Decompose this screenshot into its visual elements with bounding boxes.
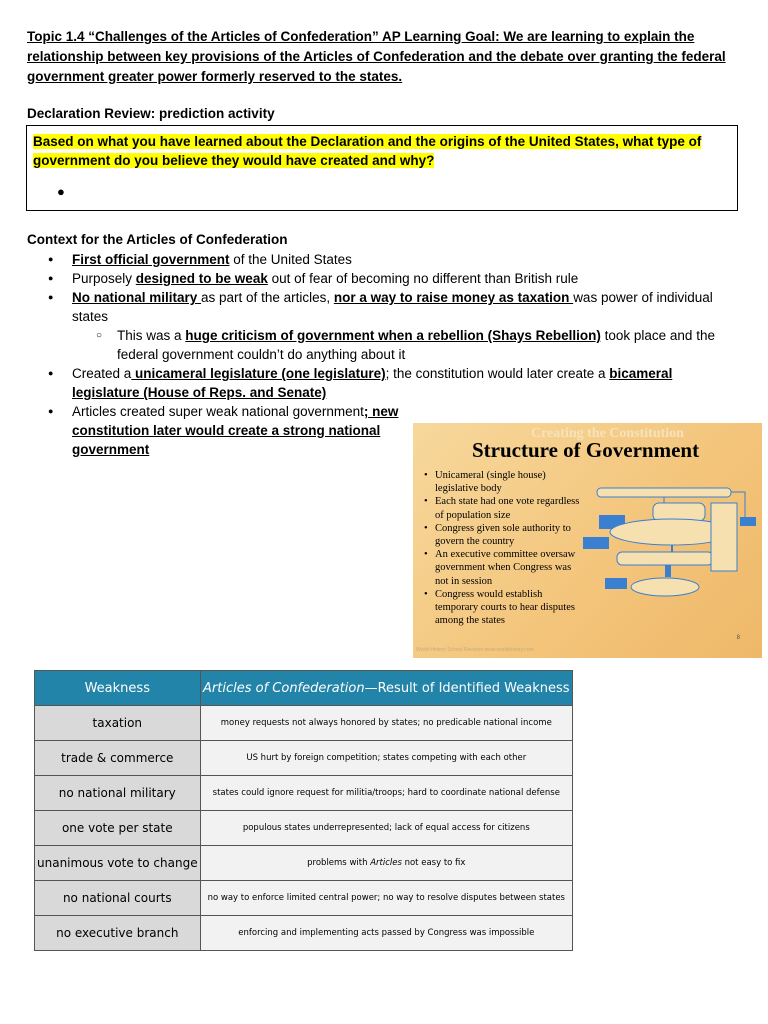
context-heading: Context for the Articles of Confederation <box>27 232 288 247</box>
weakness-cell: no executive branch <box>35 916 201 951</box>
weakness-cell: one vote per state <box>35 811 201 846</box>
result-cell: enforcing and implementing acts passed by Congress was impossible <box>200 916 572 951</box>
result-cell: populous states underrepresented; lack of equal access for citizens <box>200 811 572 846</box>
slide-bullet: • Each state had one vote regardless of population size <box>422 495 582 521</box>
slide-bullets <box>422 469 582 627</box>
list-item: ● Articles created super weak national government; new constitution later would create a strong national government <box>28 402 412 459</box>
result-cell: money requests not always honored by states; no predicable national income <box>200 706 572 741</box>
weakness-cell: taxation <box>35 706 201 741</box>
result-cell: US hurt by foreign competition; states competing with each other <box>200 741 572 776</box>
list-item: ● Created a unicameral legislature (one legislature); the constitution would later create a bicameral legislature (House of Reps. and Senate) <box>28 364 730 402</box>
government-structure-diagram <box>577 479 757 609</box>
table-row <box>35 881 573 916</box>
weakness-cell: no national courts <box>35 881 201 916</box>
prediction-box <box>26 125 738 211</box>
table-row <box>35 811 573 846</box>
slide-bullet: • Congress given sole authority to govern the country <box>422 522 582 548</box>
slide-bullet: • An executive committee oversaw government when Congress was not in session <box>422 548 582 588</box>
table-row <box>35 846 573 881</box>
header-result: Articles of Confederation—Result of Identified Weakness <box>200 671 572 706</box>
list-item: ● Purposely designed to be weak out of fear of becoming no different than British rule <box>28 269 730 288</box>
slide-credit: World History School Revision www.worldhistory.com <box>416 647 534 653</box>
table-row <box>35 916 573 951</box>
table-header-row <box>35 671 573 706</box>
result-cell: no way to enforce limited central power; no way to resolve disputes between states <box>200 881 572 916</box>
weakness-cell: trade & commerce <box>35 741 201 776</box>
result-cell: states could ignore request for militia/troops; hard to coordinate national defense <box>200 776 572 811</box>
header-weakness: Weakness <box>35 671 201 706</box>
declaration-review-heading: Declaration Review: prediction activity <box>27 106 275 121</box>
table-row <box>35 776 573 811</box>
topic-heading: Topic 1.4 “Challenges of the Articles of Confederation” AP Learning Goal: We are learning to explain the relationship between key provisions of the Articles of Confederation and the debate over granting the federal government greater power formerly reserved to the states. <box>27 29 726 84</box>
result-cell: problems with Articles not easy to fix <box>200 846 572 881</box>
table-row <box>35 741 573 776</box>
prediction-question: Based on what you have learned about the Declaration and the origins of the United States, what type of government do you believe they would have created and why? <box>33 134 702 168</box>
table-row <box>35 706 573 741</box>
slide-watermark-title: Creating the Constitution <box>531 426 684 441</box>
slide-page-number: 8 <box>736 635 740 641</box>
weakness-cell: no national military <box>35 776 201 811</box>
slide-bullet: • Congress would establish temporary courts to hear disputes among the states <box>422 588 582 628</box>
weakness-cell: unanimous vote to change <box>35 846 201 881</box>
structure-of-government-slide <box>413 423 762 658</box>
slide-bullet: • Unicameral (single house) legislative body <box>422 469 582 495</box>
list-item: ● First official government of the United States <box>28 250 730 269</box>
answer-bullet[interactable]: ● <box>57 184 65 199</box>
slide-title: Structure of Government <box>472 438 700 462</box>
list-item: ● No national military as part of the articles, nor a way to raise money as taxation was power of individual states ○ This was a huge criticism of government when a rebellion (Shays Rebellion) took place and the federal government couldn’t do anything about it <box>28 288 730 364</box>
weakness-table <box>34 670 573 951</box>
sub-list-item: ○ This was a huge criticism of government when a rebellion (Shays Rebellion) took place and the federal government couldn’t do anything about it <box>72 326 730 364</box>
